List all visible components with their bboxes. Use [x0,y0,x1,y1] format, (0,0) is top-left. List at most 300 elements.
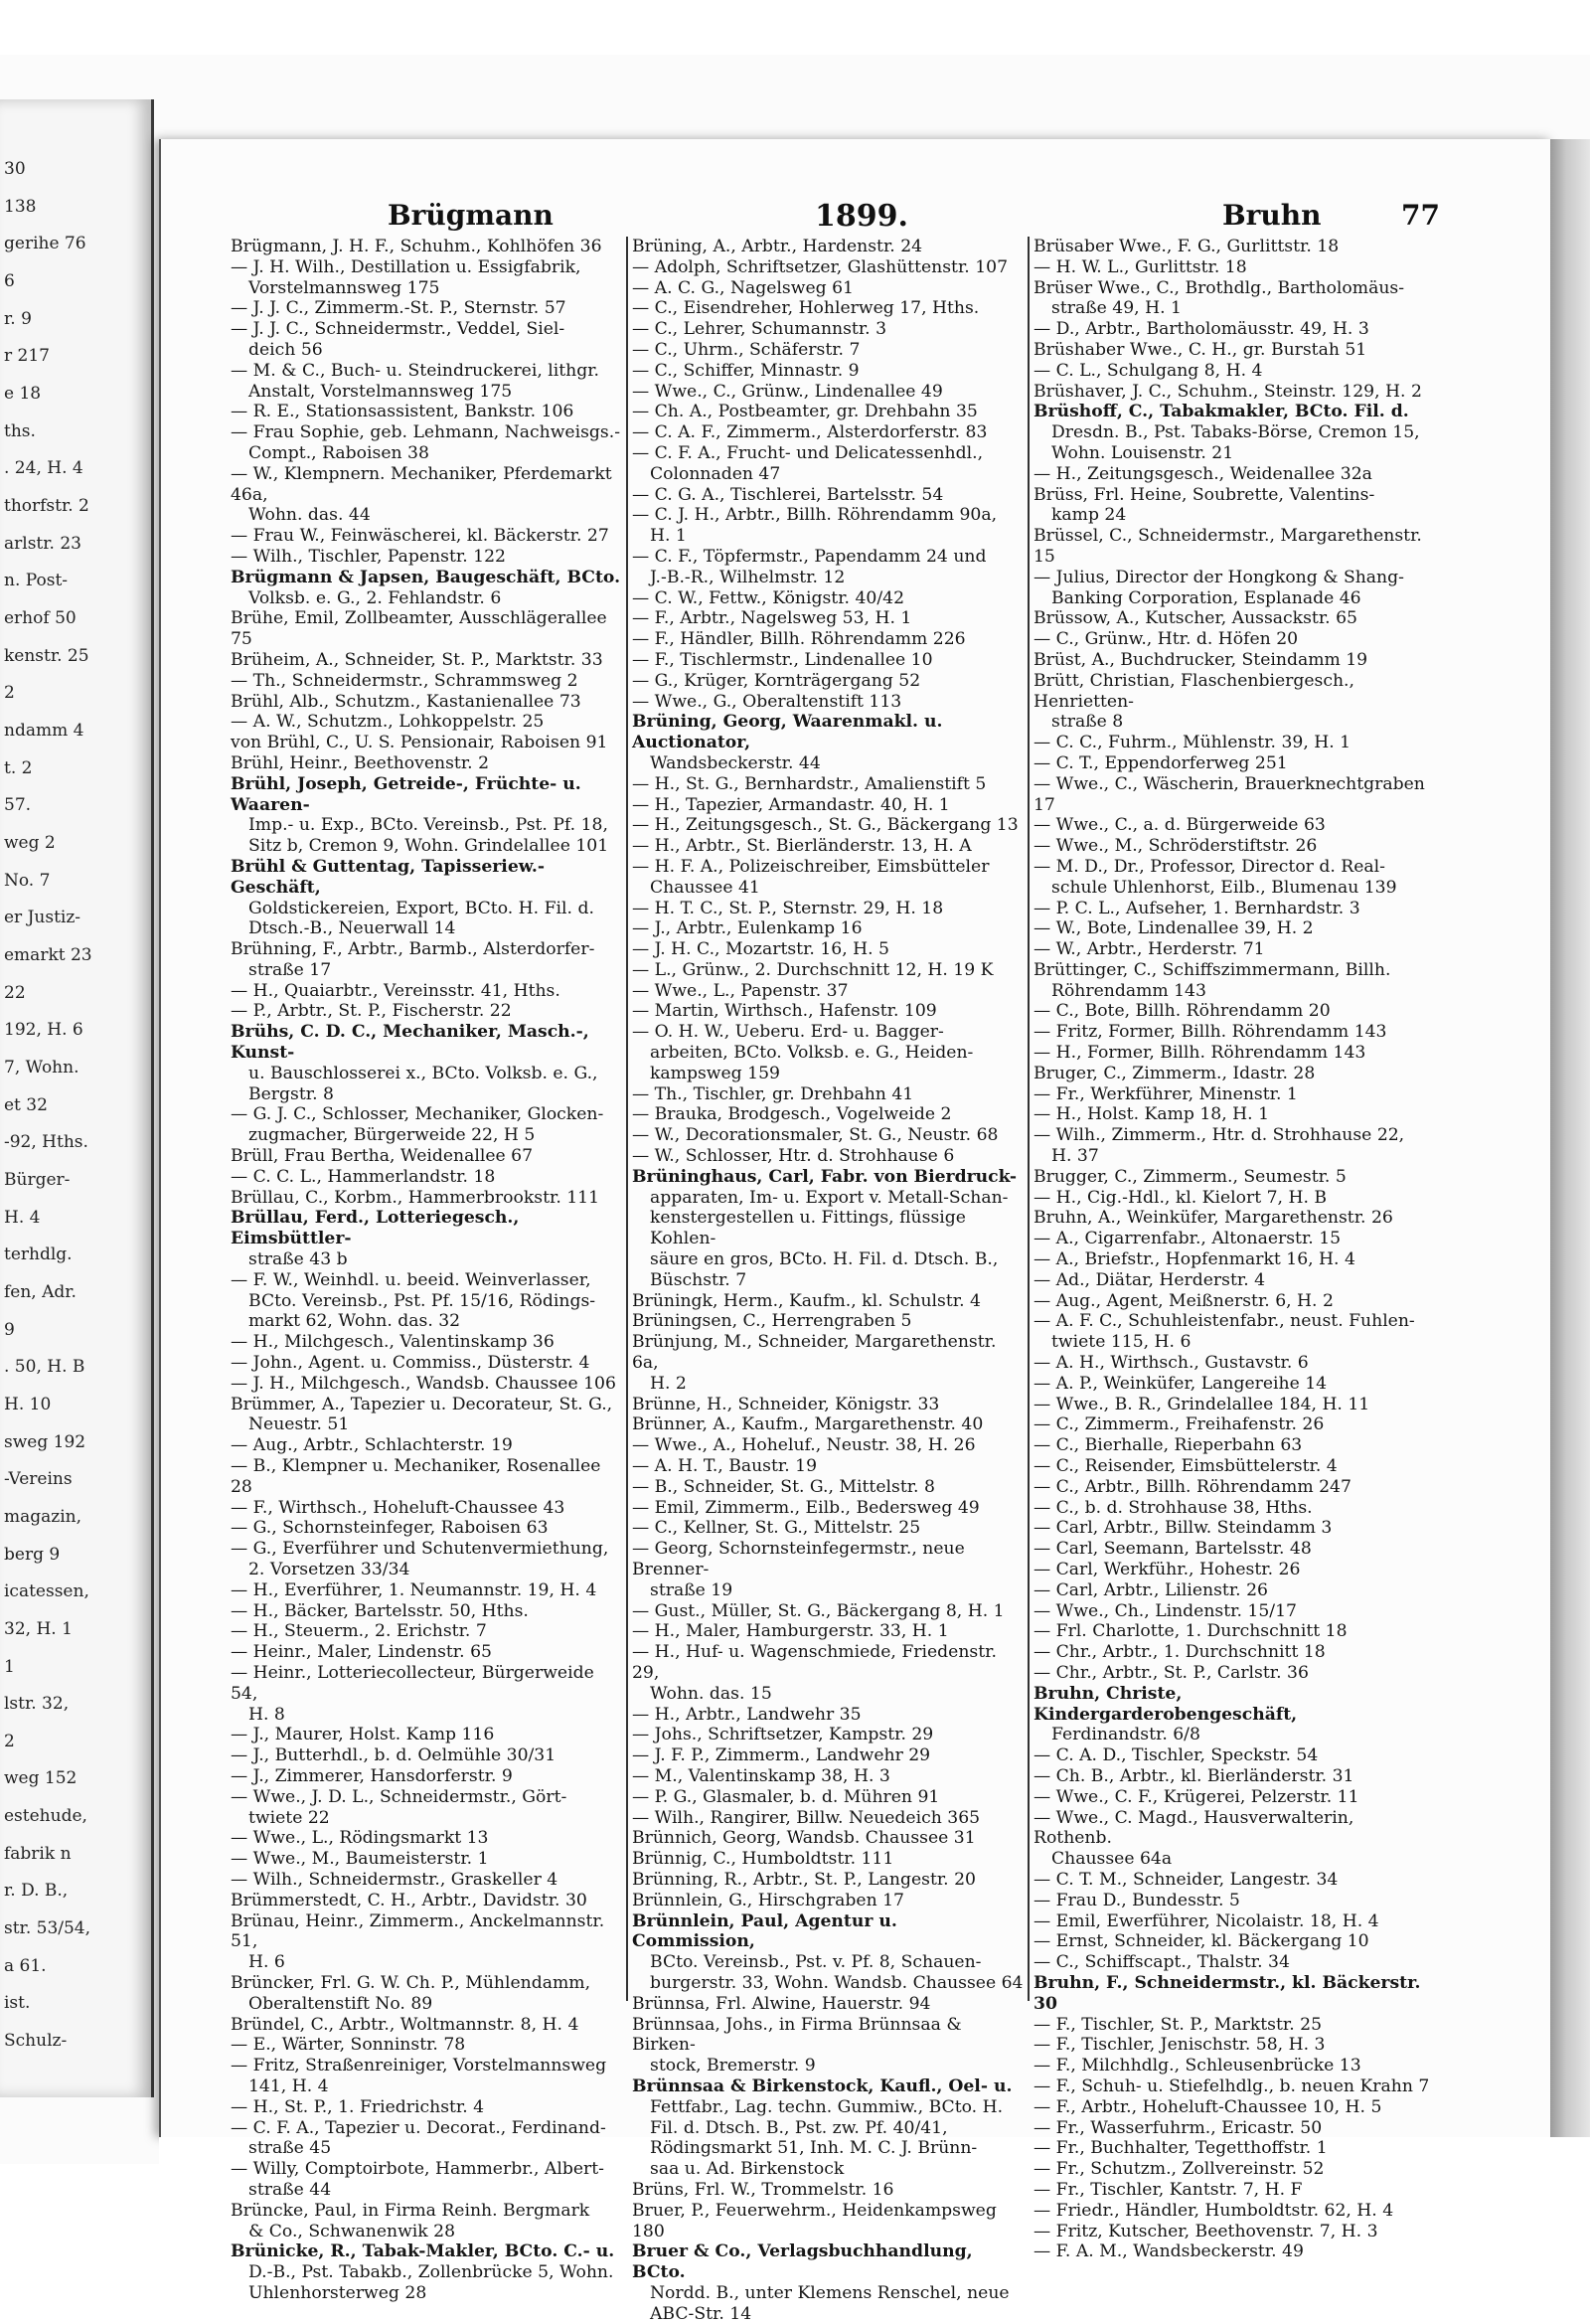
entry-line: — Heinr., Maler, Lindenstr. 65 [231,1642,492,1663]
entry-line: — Wilh., Zimmerm., Htr. d. Strohhause 22, [1034,1125,1405,1146]
directory-entry [231,1580,623,1601]
left-page-fragment: berg 9 [4,1544,61,1565]
directory-entry [1034,1414,1431,1435]
directory-entry [632,960,1025,981]
directory-entry [632,1642,1025,1704]
left-page-fragment: 2 [4,683,15,704]
directory-entry [231,319,623,361]
entry-continuation: deich 56 [248,339,323,360]
directory-entry [1034,1642,1431,1663]
entry-continuation: 141, H. 4 [248,2075,329,2096]
entry-line: — H., Zeitungsgesch., St. G., Bäckergang 13 [632,815,1019,836]
directory-entry [1034,1787,1431,1808]
directory-entry [231,981,623,1002]
entry-line: Brüheim, A., Schneider, St. P., Marktstr. 33 [231,649,603,670]
entry-line: Brüncker, Frl. G. W. Ch. P., Mühlendamm, [231,1972,591,1993]
directory-entry [231,1828,623,1849]
entry-line: — J. H. Wilh., Destillation u. Essigfabrik, [231,256,581,277]
directory-entry [1034,1973,1431,2015]
directory-entry [231,939,623,981]
entry-line: Brühl & Guttentag, Tapisseriew.-Geschäft, [231,856,545,898]
entry-line: Brüllau, C., Korbm., Hammerbrookstr. 111 [231,1187,600,1208]
entry-line: — C. F., Töpfermstr., Papendamm 24 und [632,546,987,567]
left-page-fragment: 22 [4,982,26,1003]
left-page-fragment: r 217 [4,346,50,367]
entry-line: Brünicke, R., Tabak-Makler, BCto. C.- u. [231,2241,615,2262]
entry-line: — F. W., Weinhdl. u. beeid. Weinverlasser, [231,1269,591,1290]
directory-entry [632,1291,1025,1312]
entry-continuation: Neuestr. 51 [248,1414,350,1435]
directory-entry [1034,1022,1431,1043]
entry-line: — Wwe., Ch., Lindenstr. 15/17 [1034,1600,1297,1621]
directory-entry [632,361,1025,382]
directory-entry [231,361,623,403]
directory-entry [1034,402,1431,463]
entry-line: Brünnsa, Frl. Alwine, Hauerstr. 94 [632,1993,931,2014]
entry-line: — John., Agent. u. Commiss., Düsterstr. 4 [231,1353,590,1374]
directory-entry [1034,1477,1431,1498]
directory-entry [632,1001,1025,1022]
entry-line: Brüst, A., Buchdrucker, Steindamm 19 [1034,649,1368,670]
entry-line: Brütt, Christian, Flaschenbiergesch., Henrietten- [1034,670,1354,712]
entry-line: — C. F. A., Frucht- und Delicatessenhdl., [632,442,984,463]
entry-line: — R. E., Stationsassistent, Bankstr. 106 [231,402,574,422]
entry-line: — F., Tischler, St. P., Marktstr. 25 [1034,2014,1322,2035]
entry-line: Brünnlein, Paul, Agentur u. Commission, [632,1910,897,1952]
entry-continuation: apparaten, Im- u. Export v. Metall-Schan- [650,1187,1009,1208]
directory-entry [1034,361,1431,382]
directory-entry [231,1270,623,1332]
directory-entry [632,340,1025,361]
entry-line: — C., Reisender, Eimsbüttelerstr. 4 [1034,1456,1338,1477]
directory-entry [1034,2076,1431,2097]
left-page-fragment: 192, H. 6 [4,1020,83,1041]
directory-entry [231,464,623,526]
directory-entry [632,1311,1025,1332]
directory-entry [1034,1684,1431,1745]
entry-line: — Fritz, Straßenreiniger, Vorstelmannsweg [231,2056,607,2076]
directory-entry [1034,608,1431,629]
left-page-fragment: r. D. B., [4,1881,69,1902]
entry-line: Brüninghaus, Carl, Fabr. von Bierdruck- [632,1166,1017,1187]
entry-line: Bruhn, F., Schneidermstr., kl. Bäckerstr. 30 [1034,1972,1421,2014]
entry-line: — C., Uhrm., Schäferstr. 7 [632,339,861,360]
entry-line: — H., Arbtr., Landwehr 35 [632,1704,862,1725]
directory-entry [632,1994,1025,2015]
directory-entry [1034,485,1431,527]
directory-entry [1034,1249,1431,1270]
entry-line: — L., Grünw., 2. Durchschnitt 12, H. 19 K [632,959,994,980]
directory-entry [1034,753,1431,774]
entry-line: — Th., Tischler, gr. Drehbahn 41 [632,1083,914,1104]
entry-line: — Carl, Arbtr., Lilienstr. 26 [1034,1579,1268,1600]
directory-entry [632,1601,1025,1622]
left-page-fragment: H. 4 [4,1207,41,1228]
column-1 [231,237,623,2303]
directory-entry [1034,2241,1431,2262]
directory-entry [632,2015,1025,2076]
directory-entry [231,1891,623,1911]
entry-line: — J., Butterhdl., b. d. Oelmühle 30/31 [231,1745,556,1766]
left-page-fragment: estehude, [4,1806,87,1827]
directory-entry [1034,1931,1431,1952]
header-right-keyword: Bruhn [1222,199,1322,232]
entry-continuation: Imp.- u. Exp., BCto. Vereinsb., Pst. Pf. 18, [248,815,608,836]
entry-line: — Emil, Ewerführer, Nicolaistr. 18, H. 4 [1034,1910,1379,1931]
entry-line: — A. C. G., Nagelsweg 61 [632,277,854,298]
directory-entry [1034,836,1431,857]
left-page-fragment: ndamm 4 [4,720,84,741]
entry-line: Brüningk, Herm., Kaufm., kl. Schulstr. 4 [632,1290,981,1311]
directory-entry [632,1395,1025,1415]
entry-line: — Fritz, Kutscher, Beethovenstr. 7, H. 3 [1034,2221,1378,2241]
directory-entry [1034,1808,1431,1870]
entry-line: — F., Arbtr., Nagelsweg 53, H. 1 [632,608,912,629]
entry-line: — C., b. d. Strohhause 38, Hths. [1034,1497,1313,1518]
directory-entry [1034,1456,1431,1477]
directory-entry [632,1621,1025,1642]
left-page-fragment: kenstr. 25 [4,645,89,666]
entry-line: — Wwe., A., Hoheluf., Neustr. 38, H. 26 [632,1435,976,1456]
directory-entry [1034,1911,1431,1932]
directory-entry [1034,1539,1431,1560]
left-page-fragment: 9 [4,1319,15,1340]
directory-entry [1034,1498,1431,1519]
column-rule [1028,237,1030,2001]
entry-line: Brühs, C. D. C., Mechaniker, Masch.-, Kunst- [231,1022,589,1064]
entry-line: Brüshoff, C., Tabakmakler, BCto. Fil. d. [1034,402,1409,422]
directory-entry [632,485,1025,506]
entry-continuation: D.-B., Pst. Tabakb., Zollenbrücke 5, Wohn. [248,2262,614,2283]
entry-line: — Gust., Müller, St. G., Bäckergang 8, H. 1 [632,1600,1005,1621]
entry-line: — E., Wärter, Sonninstr. 78 [231,2035,466,2056]
entry-line: — H., Tapezier, Armandastr. 40, H. 1 [632,794,950,815]
directory-entry [632,774,1025,795]
entry-line: — C. G. A., Tischlerei, Bartelsstr. 54 [632,484,944,505]
entry-line: — C., Schiffer, Minnastr. 9 [632,360,860,381]
entry-continuation: straße 8 [1051,712,1124,733]
entry-line: — P. G., Glasmaler, b. d. Mühren 91 [632,1786,940,1807]
entry-line: — Wwe., M., Baumeisterstr. 1 [231,1849,489,1870]
entry-line: — B., Klempner u. Mechaniker, Rosenallee 28 [231,1456,601,1497]
left-page-fragment: ths. [4,420,36,441]
directory-entry [231,733,623,753]
entry-line: — Brauka, Brodgesch., Vogelweide 2 [632,1104,952,1125]
directory-entry [632,1084,1025,1105]
entry-line: — Georg, Schornsteinfegermstr., neue Brenner- [632,1539,965,1579]
left-page-fragment: erhof 50 [4,607,77,628]
entry-line: — W., Decorationsmaler, St. G., Neustr. 68 [632,1125,999,1146]
entry-line: Brüser Wwe., C., Brothdlg., Bartholomäus- [1034,277,1405,298]
left-page-fragment: n. Post- [4,571,69,591]
entry-continuation: Chaussee 64a [1051,1849,1173,1870]
directory-entry [231,1456,623,1498]
entry-line: — C., Lehrer, Schumannstr. 3 [632,319,887,340]
directory-entry [231,1911,623,1973]
left-page-fragment: No. 7 [4,870,51,891]
directory-entry [231,298,623,319]
entry-line: — J. H., Milchgesch., Wandsb. Chaussee 106 [231,1373,616,1394]
running-header [229,199,1441,239]
entry-line: — Wwe., L., Papenstr. 37 [632,980,849,1001]
entry-line: — C. W., Fettw., Königstr. 40/42 [632,587,905,608]
entry-line: — H., Former, Billh. Röhrendamm 143 [1034,1043,1366,1064]
directory-entry [632,505,1025,547]
entry-line: — Frau Sophie, geb. Lehmann, Nachweisgs.- [231,422,621,443]
left-page-fragment: gerihe 76 [4,234,86,254]
directory-entry [1034,382,1431,403]
left-page-fragment: 1 [4,1656,15,1677]
left-page-fragment: fen, Adr. [4,1281,77,1302]
entry-line: Brünner, A., Kaufm., Margarethenstr. 40 [632,1414,984,1435]
directory-entry [231,1332,623,1353]
entry-line: — F., Händler, Billh. Röhrendamm 226 [632,629,966,650]
left-page-fragment: Bürger- [4,1169,71,1190]
directory-entry [231,1518,623,1539]
header-left-keyword: Brügmann [388,199,554,232]
directory-entry [632,1518,1025,1539]
entry-line: — Wilh., Rangirer, Billw. Neuedeich 365 [632,1807,981,1828]
directory-entry [1034,1353,1431,1374]
directory-entry [1034,1601,1431,1622]
directory-entry [1034,1208,1431,1229]
directory-entry [1034,2056,1431,2076]
entry-continuation: Compt., Raboisen 38 [248,442,429,463]
directory-entry [1034,1001,1431,1022]
directory-entry [632,1725,1025,1745]
entry-continuation: straße 44 [248,2179,332,2200]
entry-continuation: ABC-Str. 14 [650,2303,752,2324]
entry-line: — H. F. A., Polizeischreiber, Eimsbütteler [632,856,990,877]
directory-entry [632,2180,1025,2201]
directory-entry [1034,568,1431,609]
entry-line: Brünnig, C., Humboldtstr. 111 [632,1849,894,1870]
entry-continuation: stock, Bremerstr. 9 [650,2056,816,2076]
entry-line: — Frau W., Feinwäscherei, kl. Bäckerstr. 27 [231,526,609,547]
directory-entry [632,1745,1025,1766]
entry-line: — Ad., Diätar, Herderstr. 4 [1034,1269,1266,1290]
left-page-fragment: str. 53/54, [4,1918,91,1939]
directory-entry [231,1849,623,1870]
directory-entry [632,1125,1025,1146]
entry-line: Brüns, Frl. W., Trommelstr. 16 [632,2179,894,2200]
directory-entry [1034,899,1431,919]
entry-line: — G. J. C., Schlosser, Mechaniker, Glocken- [231,1104,604,1125]
entry-line: — F., Tischler, Jenischstr. 58, H. 3 [1034,2035,1326,2056]
entry-line: — B., Schneider, St. G., Mittelstr. 8 [632,1476,935,1497]
directory-entry [231,1353,623,1374]
directory-entry [231,1642,623,1663]
left-page-fragment: et 32 [4,1094,48,1115]
directory-entry [632,671,1025,692]
directory-entry [632,2201,1025,2242]
directory-entry [632,237,1025,257]
entry-line: — C., Eisendreher, Hohlerweg 17, Hths. [632,298,980,319]
directory-entry [1034,1291,1431,1312]
left-page-edge [0,99,154,2097]
entry-line: Brüshaver, J. C., Schuhm., Steinstr. 129, H. 2 [1034,381,1422,402]
directory-entry [1034,1518,1431,1539]
entry-line: Brühl, Alb., Schutzm., Kastanienallee 73 [231,691,581,712]
entry-line: — Wwe., B. R., Grindelallee 184, H. 11 [1034,1394,1370,1414]
entry-continuation: Goldstickereien, Export, BCto. H. Fil. d. [248,898,594,918]
directory-entry [1034,1395,1431,1415]
left-page-fragment: 138 [4,196,37,217]
entry-continuation: straße 43 b [248,1249,348,1270]
entry-line: Brühl, Heinr., Beethovenstr. 2 [231,752,490,773]
entry-line: — G., Krüger, Kornträgergang 52 [632,670,921,691]
entry-line: — Chr., Arbtr., 1. Durchschnitt 18 [1034,1642,1326,1663]
entry-line: Brügmann & Japsen, Baugeschäft, BCto. [231,567,621,587]
entry-line: — Wwe., L., Rödingsmarkt 13 [231,1828,489,1849]
entry-line: — Ernst, Schneider, kl. Bäckergang 10 [1034,1931,1369,1952]
directory-entry [632,650,1025,671]
entry-continuation: arbeiten, BCto. Volksb. e. G., Heiden- [650,1043,974,1064]
left-page-fragment: -Vereins [4,1469,73,1490]
directory-entry [632,815,1025,836]
entry-continuation: saa u. Ad. Birkenstock [650,2159,845,2180]
left-page-fragment: er Justiz- [4,908,81,928]
directory-entry [1034,1745,1431,1766]
column-2 [632,237,1025,2324]
entry-line: — J., Arbtr., Eulenkamp 16 [632,918,863,939]
entry-line: Brüss, Frl. Heine, Soubrette, Valentins- [1034,484,1375,505]
directory-entry [1034,2159,1431,2180]
entry-line: von Brühl, C., U. S. Pensionair, Raboisen 91 [231,733,608,753]
entry-line: — A. H., Wirthsch., Gustavstr. 6 [1034,1353,1309,1374]
directory-entry [231,422,623,464]
entry-line: — D., Arbtr., Bartholomäusstr. 49, H. 3 [1034,319,1369,340]
directory-entry [1034,2118,1431,2139]
left-page-fragment: t. 2 [4,757,33,778]
entry-line: — A., Cigarrenfabr., Altonaerstr. 15 [1034,1229,1342,1249]
directory-entry [1034,1167,1431,1188]
directory-entry [632,1477,1025,1498]
entry-continuation: säure en gros, BCto. H. Fil. d. Dtsch. B., [650,1249,999,1270]
entry-continuation: kenstergestellen u. Fittings, flüssige Kohlen- [650,1208,966,1249]
entry-continuation: Fettfabr., Lag. techn. Gummiw., BCto. H. [650,2096,1004,2117]
directory-entry [231,1435,623,1456]
directory-entry [231,1973,623,2015]
directory-entry [1034,774,1431,816]
entry-line: — A. W., Schutzm., Lohkoppelstr. 25 [231,712,545,733]
entry-line: — F., Tischlermstr., Lindenallee 10 [632,649,933,670]
entry-line: — H., Zeitungsgesch., Weidenallee 32a [1034,463,1372,484]
directory-entry [632,712,1025,773]
directory-entry [231,692,623,713]
entry-continuation: twiete 115, H. 6 [1051,1332,1192,1353]
directory-entry [632,1539,1025,1600]
entry-line: — H., Milchgesch., Valentinskamp 36 [231,1332,555,1353]
left-page-fragment: thorfstr. 2 [4,495,89,516]
directory-entry [231,2241,623,2303]
directory-entry [1034,1043,1431,1064]
entry-line: Brümmer, A., Tapezier u. Decorateur, St. G., [231,1394,613,1414]
entry-line: — M. & C., Buch- u. Steindruckerei, lithgr. [231,360,600,381]
entry-continuation: Nordd. B., unter Klemens Renschel, neue [650,2282,1010,2303]
directory-entry [231,1104,623,1146]
entry-line: — C. F. A., Tapezier u. Decorat., Ferdinand- [231,2117,606,2138]
entry-line: — F., Schuh- u. Stiefelhdlg., b. neuen Krahn 7 [1034,2075,1430,2096]
directory-entry [1034,1435,1431,1456]
entry-continuation: H. 8 [248,1704,285,1725]
entry-line: — H., Holst. Kamp 18, H. 1 [1034,1104,1270,1125]
entry-line: Brünau, Heinr., Zimmerm., Anckelmannstr. 51, [231,1910,605,1952]
entry-line: — P. C. L., Aufseher, 1. Bernhardstr. 3 [1034,898,1360,918]
entry-line: — Julius, Director der Hongkong & Shang- [1034,567,1404,587]
entry-line: — Ch. A., Postbeamter, gr. Drehbahn 35 [632,402,978,422]
page-stack-edge [1550,139,1590,2137]
directory-entry [231,568,623,609]
directory-entry [1034,257,1431,278]
directory-entry [231,547,623,568]
left-page-fragment: magazin, [4,1506,82,1527]
entry-line: Brüningsen, C., Herrengraben 5 [632,1311,912,1332]
entry-line: — Fr., Tischler, Kantstr. 7, H. F [1034,2179,1303,2200]
left-page-fragment: 30 [4,159,26,179]
directory-entry [231,1146,623,1167]
directory-entry [632,422,1025,443]
entry-line: — H., Maler, Hamburgerstr. 33, H. 1 [632,1621,949,1642]
entry-line: — Aug., Arbtr., Schlachterstr. 19 [231,1435,513,1456]
directory-entry [1034,1621,1431,1642]
directory-entry [632,1022,1025,1083]
directory-entry [231,1022,623,1104]
entry-line: — Carl, Arbtr., Billw. Steindamm 3 [1034,1518,1333,1539]
directory-entry [231,1601,623,1622]
directory-entry [1034,629,1431,650]
entry-line: Brühning, F., Arbtr., Barmb., Alsterdorfer- [231,939,595,960]
directory-entry [231,2118,623,2160]
entry-line: — Heinr., Lotteriecollecteur, Bürgerweide 54, [231,1662,594,1704]
entry-line: Brünnich, Georg, Wandsb. Chaussee 31 [632,1828,976,1849]
entry-line: — J. J. C., Schneidermstr., Veddel, Siel- [231,319,565,340]
left-page-fragment: a 61. [4,1955,47,1976]
entry-continuation: Chaussee 41 [650,877,760,898]
entry-line: — Wilh., Schneidermstr., Graskeller 4 [231,1869,558,1890]
entry-continuation: Bergstr. 8 [248,1083,334,1104]
directory-entry [1034,960,1431,1002]
entry-line: Brügmann, J. H. F., Schuhm., Kohlhöfen 36 [231,237,602,256]
left-page-fragment: 32, H. 1 [4,1618,73,1639]
entry-line: — Johs., Schriftsetzer, Kampstr. 29 [632,1725,934,1745]
directory-entry [1034,1064,1431,1084]
entry-line: — C. C., Fuhrm., Mühlenstr. 39, H. 1 [1034,733,1352,753]
entry-line: Brüll, Frau Bertha, Weidenallee 67 [231,1146,534,1167]
directory-entry [632,981,1025,1002]
entry-line: — Frl. Charlotte, 1. Durchschnitt 18 [1034,1621,1348,1642]
entry-continuation: straße 17 [248,959,332,980]
directory-entry [632,1870,1025,1891]
directory-entry [1034,857,1431,899]
directory-entry [1034,1766,1431,1787]
entry-line: — Wwe., C. F., Krügerei, Pelzerstr. 11 [1034,1786,1359,1807]
entry-line: — C. J. H., Arbtr., Billh. Röhrendamm 90a, [632,505,998,526]
directory-entry [632,1104,1025,1125]
entry-continuation: Röhrendamm 143 [1051,980,1206,1001]
directory-entry [632,298,1025,319]
entry-line: — C., Kellner, St. G., Mittelstr. 25 [632,1518,921,1539]
entry-line: — Wilh., Tischler, Papenstr. 122 [231,546,506,567]
directory-entry [632,939,1025,960]
entry-continuation: Dtsch.-B., Neuerwall 14 [248,918,456,939]
entry-line: — H., Everführer, 1. Neumannstr. 19, H. 4 [231,1579,597,1600]
directory-entry [231,1498,623,1519]
directory-entry [1034,278,1431,320]
entry-line: — W., Arbtr., Herderstr. 71 [1034,939,1265,960]
entry-line: — P., Arbtr., St. P., Fischerstr. 22 [231,1001,512,1022]
directory-entry [632,1808,1025,1829]
